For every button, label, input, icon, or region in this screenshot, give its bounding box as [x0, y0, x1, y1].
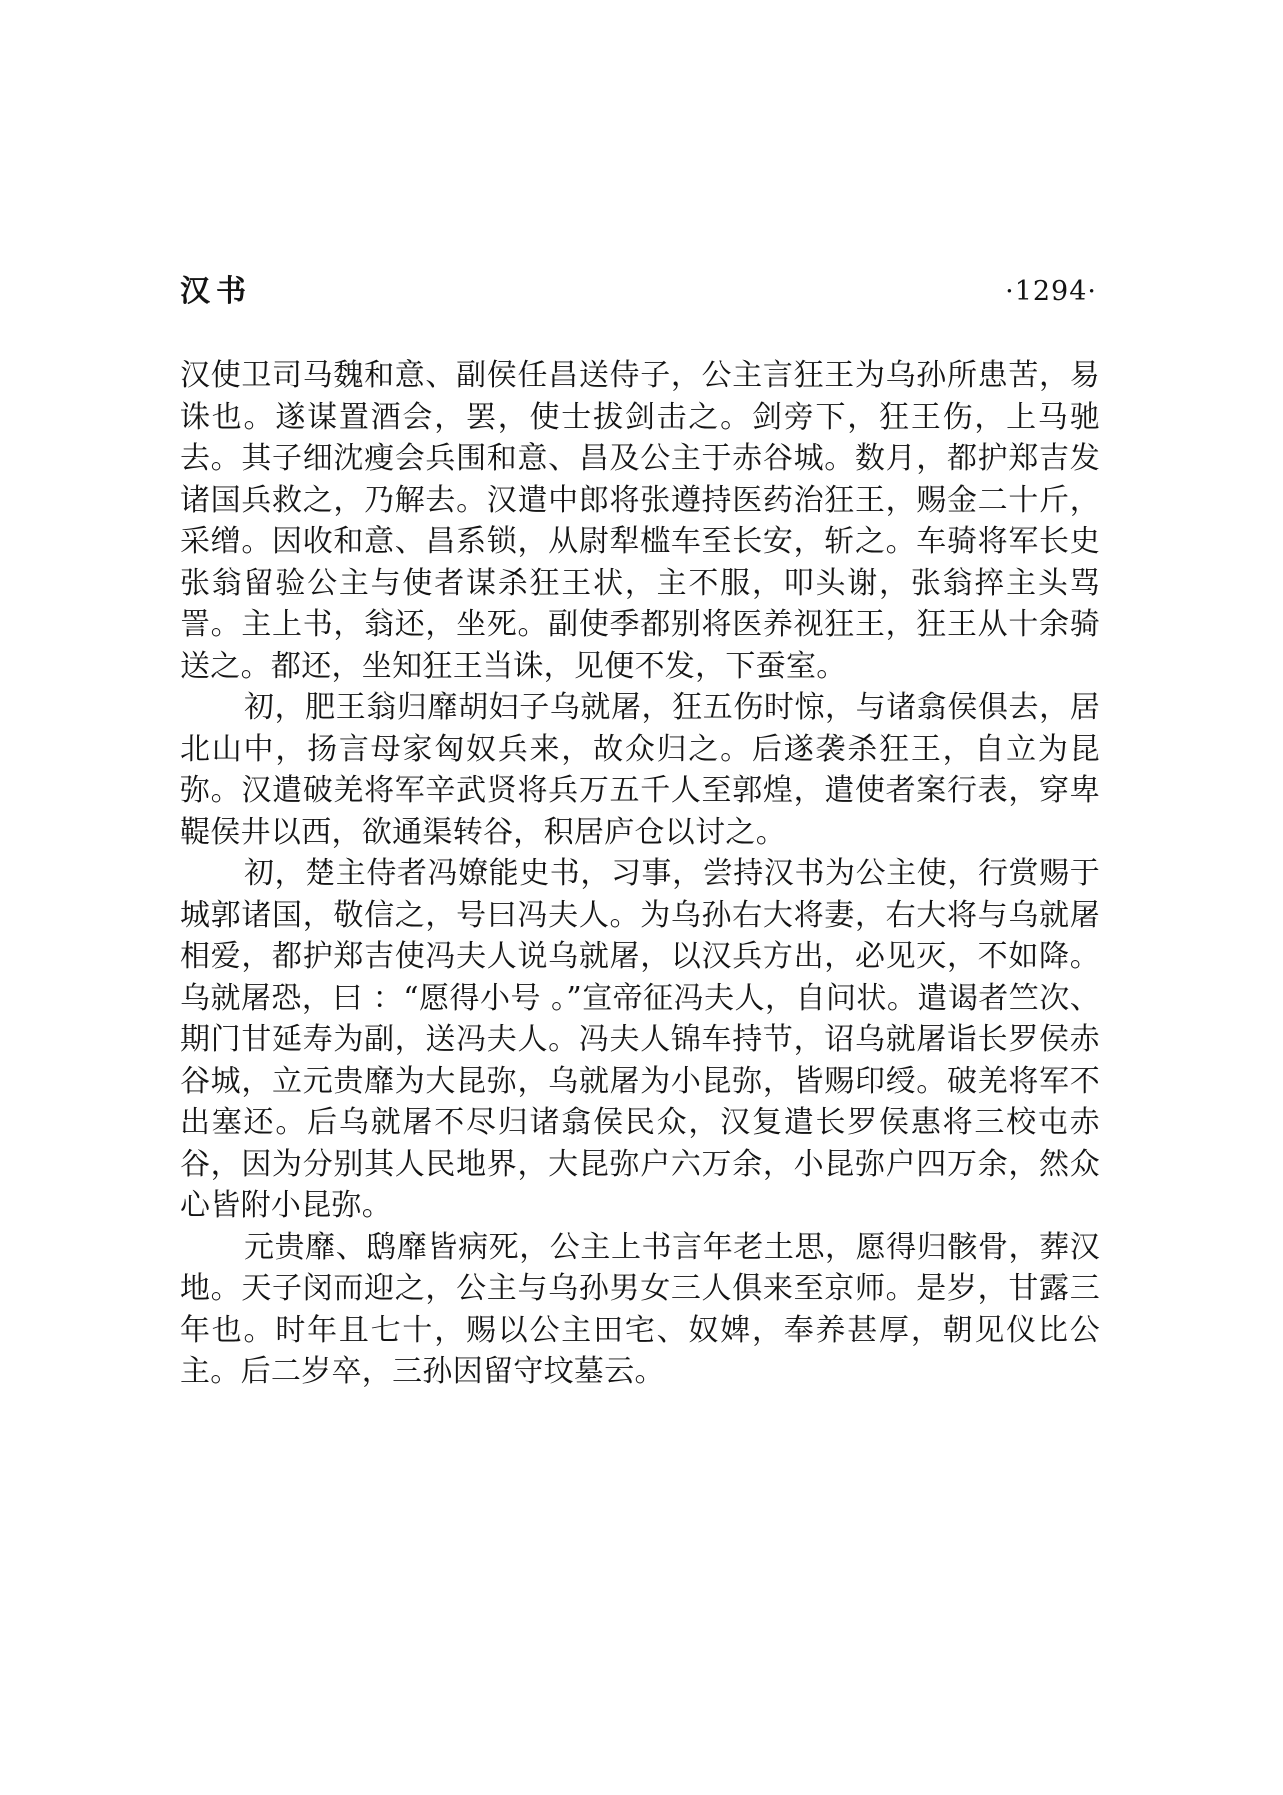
paragraph-1: 汉使卫司马魏和意、副侯任昌送侍子，公主言狂王为乌孙所患苦，易诛也。遂谋置酒会，罢，使士拔剑击之。剑旁下，狂王伤，上马驰去。其子细沈瘦会兵围和意、昌及公主于赤谷城。数月，都护郑吉发诸国兵救之，乃解去。汉遣中郎将张遵持医药治狂王，赐金二十斤，采缯。因收和意、昌系锁，从尉犁槛车至长安，斩之。车骑将军长史张翁留验公主与使者谋杀狂王状，主不服，叩头谢，张翁捽主头骂詈。主上书，翁还，坐死。副使季都别将医养视狂王，狂王从十余骑送之。都还，坐知狂王当诛，见便不发，下蚕室。 — [180, 358, 1100, 684]
paragraph-2: 初，肥王翁归靡胡妇子乌就屠，狂五伤时惊，与诸翕侯俱去，居北山中，扬言母家匈奴兵来，故众归之。后遂袭杀狂王，自立为昆弥。汉遣破羌将军辛武贤将兵万五千人至郭煌，遣使者案行表，穿卑鞮侯井以西，欲通渠转谷，积居庐仓以讨之。 — [180, 690, 1100, 850]
page-header — [180, 270, 1097, 314]
paragraph-3: 初，楚主侍者冯嫽能史书，习事，尝持汉书为公主使，行赏赐于城郭诸国，敬信之，号曰冯夫人。为乌孙右大将妻，右大将与乌就屠相爱，都护郑吉使冯夫人说乌就屠，以汉兵方出，必见灭，不如降。乌就屠恐，曰 ：“愿得小号 。”宣帝征冯夫人，自问状。遣谒者竺次、期门甘延寿为副，送冯夫人。冯夫人锦车持节，诏乌就屠诣长罗侯赤谷城，立元贵靡为大昆弥，乌就屠为小昆弥，皆赐印绶。破羌将军不出塞还。后乌就屠不尽归诸翕侯民众，汉复遣长罗侯惠将三校屯赤谷，因为分别其人民地界，大昆弥户六万余，小昆弥户四万余，然众心皆附小昆弥。 — [180, 856, 1100, 1223]
book-title: 汉书 — [180, 274, 252, 309]
page-number: ·1294· — [1005, 276, 1097, 307]
body-text — [180, 355, 1100, 1393]
paragraph-4: 元贵靡、鸱靡皆病死，公主上书言年老土思，愿得归骸骨，葬汉地。天子闵而迎之，公主与乌孙男女三人俱来至京师。是岁，甘露三年也。时年且七十，赐以公主田宅、奴婢，奉养甚厚，朝见仪比公主。后二岁卒，三孙因留守坟墓云。 — [180, 1229, 1100, 1389]
